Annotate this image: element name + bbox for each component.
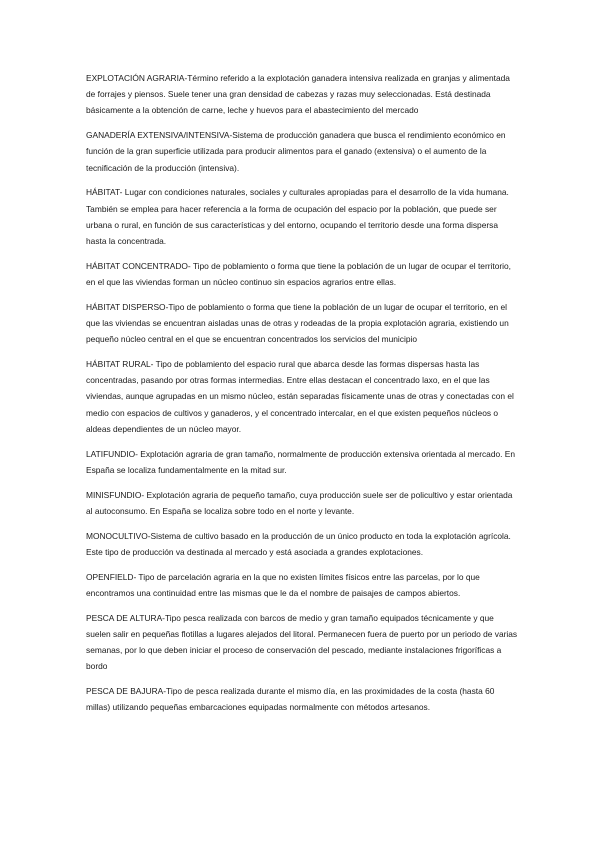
glossary-entry-openfield: OPENFIELD- Tipo de parcelación agraria en la que no existen límites físicos entre las parcelas, por lo que encontramos una continuidad entre las mismas que le da el nombre de paisajes de campos abiertos.	[86, 571, 480, 598]
glossary-entry-pesca-de-altura: PESCA DE ALTURA-Tipo pesca realizada con barcos de medio y gran tamaño equipados técnicamente y que suelen salir en pequeñas flotillas a lugares alejados del litoral. Permanecen fuera de puerto por un periodo de varias semanas, por lo que deben iniciar el proceso de conservación del pescado, mediante instalaciones frigoríficas a bordo	[86, 612, 518, 672]
glossary-entry-ganaderia: GANADERÍA EXTENSIVA/INTENSIVA-Sistema de producción ganadera que busca el rendimiento económico en función de la gran superficie utilizada para producir alimentos para el ganado (extensiva) o el aumento de la tecnificación de la producción (intensiva).	[86, 130, 506, 173]
glossary-entry-pesca-de-bajura: PESCA DE BAJURA-Tipo de pesca realizada durante el mismo día, en las proximidades de la costa (hasta 60 millas) utilizando pequeñas embarcaciones equipadas normalmente con métodos artesanos.	[86, 686, 495, 713]
glossary-entry-habitat-disperso: HÁBITAT DISPERSO-Tipo de poblamiento o forma que tiene la población de un lugar de ocupar el territorio, en el que las viviendas se encuentran aisladas unas de otras y rodeadas de la propia explotación agraria, existiendo un pequeño núcleo central en el que se encuentran concentrados los servicios del municipio	[86, 301, 509, 345]
glossary-entry-explotacion-agraria: EXPLOTACIÓN AGRARIA-Término referido a la explotación ganadera intensiva realizada en granjas y alimentada de forrajes y piensos. Suele tener una gran densidad de cabezas y razas muy seleccionadas. Está destinada básicamente a la obtención de carne, leche y huevos para el abastecimiento del mercado	[86, 73, 510, 116]
glossary-entry-habitat: HÁBITAT- Lugar con condiciones naturales, sociales y culturales apropiadas para el desarrollo de la vida humana. También se emplea para hacer referencia a la forma de ocupación del espacio por la población, que puede ser urbana o rural, en función de sus características y del entorno, ocupando el territorio desde una forma dispersa hasta la concentrada.	[86, 187, 509, 247]
glossary-entry-monocultivo: MONOCULTIVO-Sistema de cultivo basado en la producción de un único producto en toda la explotación agrícola. Este tipo de producción va destinada al mercado y está asociada a grandes explotaciones.	[86, 530, 511, 557]
glossary-entry-latifundio: LATIFUNDIO- Explotación agraria de gran tamaño, normalmente de producción extensiva orientada al mercado. En España se localiza fundamentalmente en la mitad sur.	[86, 448, 516, 475]
document-page	[86, 70, 518, 724]
glossary-entry-habitat-concentrado: HÁBITAT CONCENTRADO- Tipo de poblamiento o forma que tiene la población de un lugar de ocupar el territorio, en el que las viviendas forman un núcleo continuo sin espacios agrarios entre ellas.	[86, 260, 512, 288]
glossary-entry-habitat-rural: HÁBITAT RURAL- Tipo de poblamiento del espacio rural que abarca desde las formas dispersas hasta las concentradas, pasando por otras formas intermedias. Entre ellas destacan el concentrado laxo, en el que las viviendas, aunque agrupadas en un mismo núcleo, están separadas físicamente unas de otras y conectadas con el medio con espacios de cultivos y ganaderos, y el concentrado intercalar, en el que existen pequeños núcleos o aldeas dependientes de un núcleo mayor.	[86, 359, 514, 434]
glossary-entry-minifundio: MINISFUNDIO- Explotación agraria de pequeño tamaño, cuya producción suele ser de policultivo y estar orientada al autoconsumo. En España se localiza sobre todo en el norte y levante.	[86, 489, 513, 516]
